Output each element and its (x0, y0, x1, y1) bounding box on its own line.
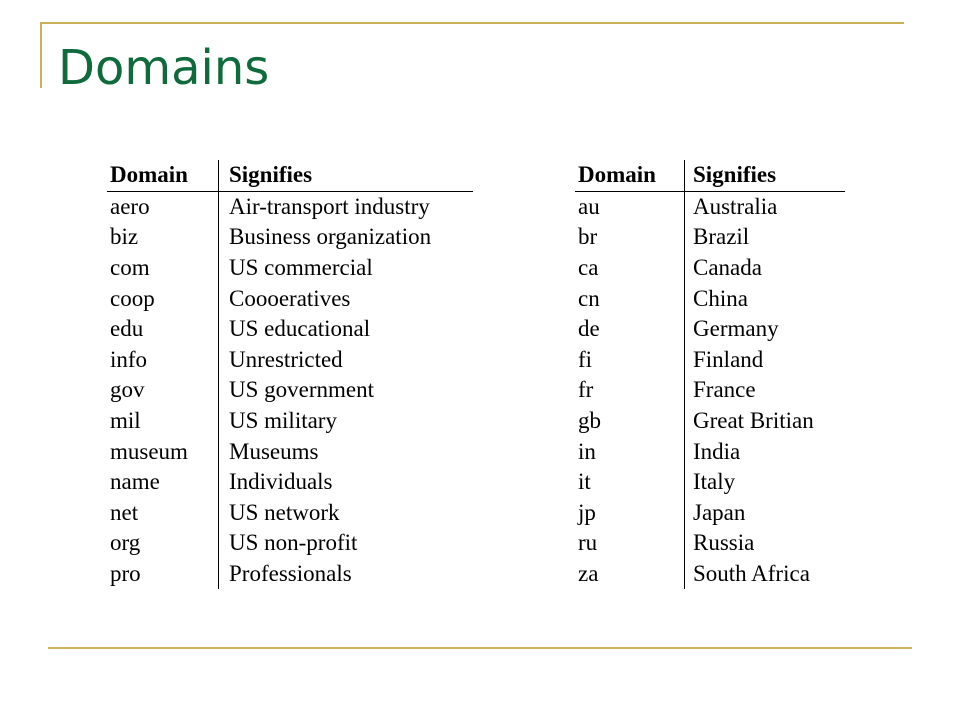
signifies-cell: France (685, 375, 846, 406)
domain-cell: it (578, 469, 591, 495)
table-row (575, 345, 845, 376)
domain-cell: za (578, 561, 599, 587)
domain-cell: in (578, 438, 596, 464)
domain-cell: ru (578, 530, 598, 556)
domain-cell: de (578, 316, 600, 342)
table-row (107, 406, 473, 437)
signifies-cell: Professionals (219, 559, 474, 590)
signifies-cell: US non-profit (219, 528, 474, 559)
header-signifies: Signifies (685, 160, 846, 191)
table-row (107, 314, 473, 345)
frame-top-line (40, 22, 904, 24)
domain-cell: jp (578, 499, 596, 525)
signifies-cell: India (685, 436, 846, 467)
table-row (575, 375, 845, 406)
frame-bottom-line (48, 647, 912, 649)
domain-cell: gb (578, 408, 601, 434)
signifies-cell: Russia (685, 528, 846, 559)
domain-cell: fr (578, 377, 594, 403)
table-row (575, 498, 845, 529)
table-row (575, 406, 845, 437)
domain-cell: com (110, 255, 150, 281)
signifies-cell: US commercial (219, 253, 474, 284)
signifies-cell: Unrestricted (219, 345, 474, 376)
table-row (575, 191, 845, 222)
table-row (107, 345, 473, 376)
domain-cell: org (110, 530, 141, 556)
signifies-cell: US network (219, 498, 474, 529)
table-row (107, 222, 473, 253)
table-row (107, 283, 473, 314)
signifies-cell: Finland (685, 345, 846, 376)
domain-cell: br (578, 224, 598, 250)
signifies-cell: Business organization (219, 222, 474, 253)
frame-left-line (40, 22, 42, 88)
header-domain: Domain (575, 160, 685, 191)
domain-cell: coop (110, 285, 155, 311)
domain-cell: gov (110, 377, 145, 403)
country-domains-table (575, 160, 845, 589)
header-domain: Domain (107, 160, 219, 191)
table-row (575, 559, 845, 590)
signifies-cell: Museums (219, 436, 474, 467)
table-row (107, 375, 473, 406)
generic-domains-table (107, 160, 473, 589)
signifies-cell: South Africa (685, 559, 846, 590)
signifies-cell: Individuals (219, 467, 474, 498)
signifies-cell: Canada (685, 253, 846, 284)
domain-cell: cn (578, 285, 600, 311)
table-header-row (107, 160, 473, 191)
signifies-cell: Japan (685, 498, 846, 529)
domain-cell: aero (110, 193, 150, 219)
signifies-cell: US educational (219, 314, 474, 345)
table-row (107, 253, 473, 284)
table-row (575, 528, 845, 559)
signifies-cell: Brazil (685, 222, 846, 253)
table-row (575, 436, 845, 467)
domain-cell: ca (578, 255, 599, 281)
signifies-cell: Italy (685, 467, 846, 498)
signifies-cell: Australia (685, 191, 846, 222)
table-header-row (575, 160, 845, 191)
domain-cell: au (578, 193, 600, 219)
domain-cell: info (110, 346, 148, 372)
signifies-cell: US government (219, 375, 474, 406)
domain-cell: fi (578, 346, 593, 372)
domain-cell: biz (110, 224, 139, 250)
signifies-cell: Great Britian (685, 406, 846, 437)
signifies-cell: Air-transport industry (219, 191, 474, 222)
signifies-cell: China (685, 283, 846, 314)
domain-cell: pro (110, 561, 141, 587)
signifies-cell: Germany (685, 314, 846, 345)
table-row (107, 467, 473, 498)
signifies-cell: US military (219, 406, 474, 437)
domain-cell: edu (110, 316, 144, 342)
table-row (575, 222, 845, 253)
table-row (575, 467, 845, 498)
table-row (107, 559, 473, 590)
domain-cell: net (110, 499, 139, 525)
table-row (107, 191, 473, 222)
table-row (575, 253, 845, 284)
table-row (107, 498, 473, 529)
signifies-cell: Coooeratives (219, 283, 474, 314)
slide-title: Domains (58, 40, 270, 96)
table-row (575, 283, 845, 314)
table-row (107, 528, 473, 559)
header-signifies: Signifies (219, 160, 474, 191)
domain-cell: name (110, 469, 160, 495)
table-row (107, 436, 473, 467)
domain-cell: mil (110, 408, 141, 434)
domain-cell: museum (110, 438, 188, 464)
table-row (575, 314, 845, 345)
